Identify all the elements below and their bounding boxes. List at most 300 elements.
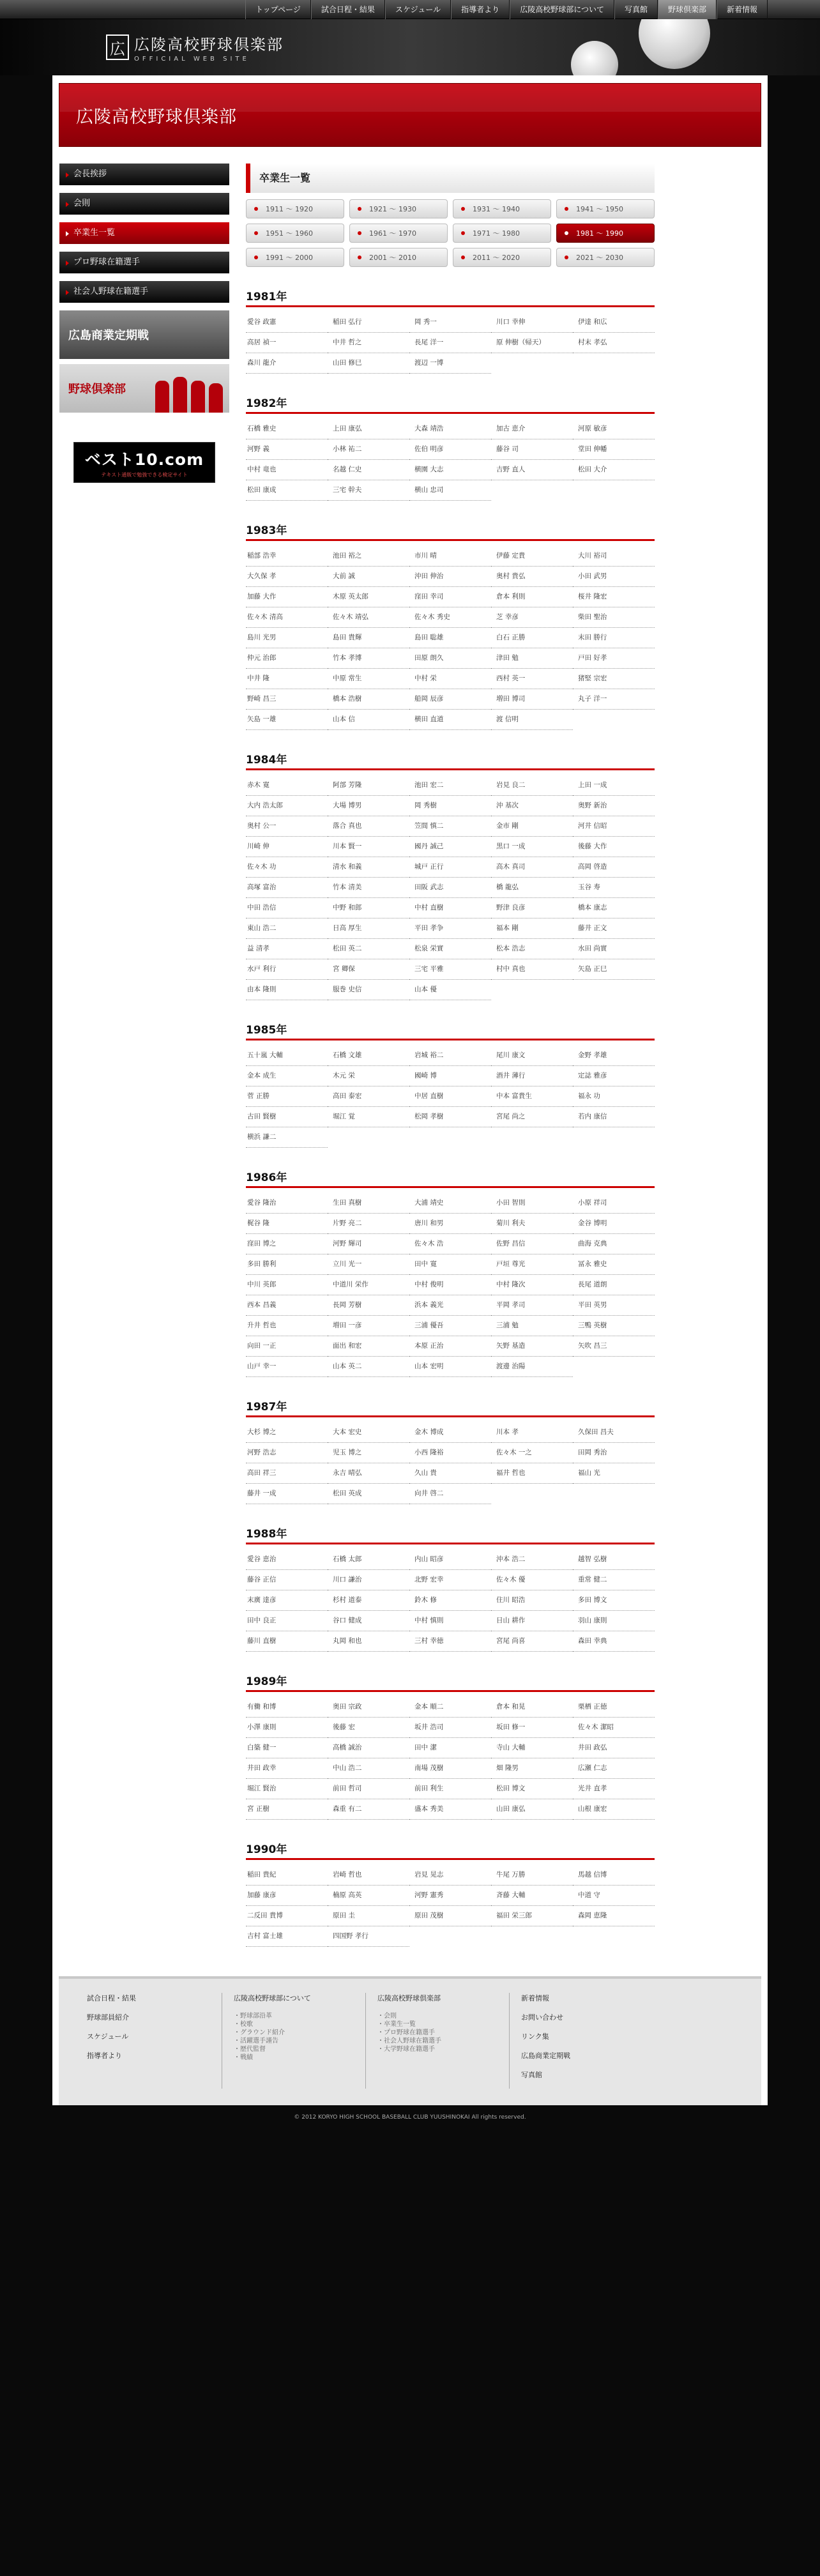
graduate-name: 浜本 義光 bbox=[409, 1295, 491, 1316]
year-heading: 1983年 bbox=[246, 521, 655, 541]
footer-sublink[interactable]: ・戦績 bbox=[234, 2054, 253, 2061]
graduate-name: 小西 隆裕 bbox=[409, 1443, 491, 1463]
graduate-name: 戸垣 尊光 bbox=[491, 1254, 573, 1275]
graduate-name: 中井 隆 bbox=[246, 669, 328, 689]
graduate-name: 平岡 孝司 bbox=[491, 1295, 573, 1316]
graduate-name: 岡 秀樹 bbox=[409, 796, 491, 816]
name-grid bbox=[246, 775, 655, 1000]
graduate-name: 中川 英郎 bbox=[246, 1275, 328, 1295]
graduate-name: 中山 浩二 bbox=[328, 1758, 409, 1779]
best10-ad-title: ベスト10.com bbox=[84, 450, 204, 469]
graduate-name: 中本 富貴生 bbox=[491, 1086, 573, 1107]
graduate-name: 岩見 晃志 bbox=[409, 1865, 491, 1886]
footer-link[interactable]: リンク集 bbox=[521, 2032, 549, 2041]
graduate-name: 金本 順二 bbox=[409, 1697, 491, 1718]
graduate-name: 坂田 修一 bbox=[491, 1718, 573, 1738]
graduate-name: 日高 厚生 bbox=[328, 918, 409, 939]
graduate-name: 竹本 清美 bbox=[328, 878, 409, 898]
year-section bbox=[246, 1021, 655, 1148]
graduate-name: 大本 宏史 bbox=[328, 1422, 409, 1443]
graduate-name: 井田 政幸 bbox=[246, 1758, 328, 1779]
graduate-name: 笠間 慎二 bbox=[409, 816, 491, 837]
graduate-name: 村末 孝弘 bbox=[573, 333, 655, 353]
year-range-tabs bbox=[246, 199, 655, 267]
graduate-name: 佐伯 明彦 bbox=[409, 439, 491, 460]
graduate-name: 村中 真也 bbox=[491, 959, 573, 980]
graduate-name: 向井 啓二 bbox=[409, 1484, 491, 1504]
graduate-name: 桜井 隆宏 bbox=[573, 587, 655, 607]
graduate-name: 森岡 恵隆 bbox=[573, 1906, 655, 1926]
graduate-name: 堂田 伸幡 bbox=[573, 439, 655, 460]
graduate-name: 原田 茂樹 bbox=[409, 1906, 491, 1926]
footer-link[interactable]: 広島商業定期戦 bbox=[521, 2052, 570, 2060]
main-content bbox=[246, 164, 655, 1947]
graduate-name: 佐々木 一之 bbox=[491, 1443, 573, 1463]
footer-link[interactable]: 新着情報 bbox=[521, 1994, 549, 2002]
graduate-name: 横田 直道 bbox=[409, 710, 491, 730]
sidebar-item[interactable]: 卒業生一覧 bbox=[59, 222, 229, 244]
graduate-name: 河野 輝司 bbox=[328, 1234, 409, 1254]
graduate-name: 福山 光 bbox=[573, 1463, 655, 1484]
graduate-name: 東山 浩二 bbox=[246, 918, 328, 939]
graduate-name: 加藤 康彦 bbox=[246, 1886, 328, 1906]
year-range-button[interactable]: 1991 〜 2000 bbox=[246, 248, 344, 267]
graduate-name: 三浦 優吾 bbox=[409, 1316, 491, 1336]
graduate-name: 山本 英二 bbox=[328, 1357, 409, 1377]
footer-link[interactable]: 広陵高校野球部について bbox=[234, 1994, 311, 2002]
graduate-name: 窪田 幸司 bbox=[409, 587, 491, 607]
graduate-name: 有働 和博 bbox=[246, 1697, 328, 1718]
year-heading: 1981年 bbox=[246, 287, 655, 307]
footer-sublink[interactable]: ・社会人野球在籍選手 bbox=[377, 2038, 441, 2045]
logo-mark-icon: 広 bbox=[106, 34, 129, 60]
graduate-name: 竹本 孝博 bbox=[328, 648, 409, 669]
graduate-name: 牛尾 万勝 bbox=[491, 1865, 573, 1886]
nav-item[interactable]: 写真館 bbox=[614, 0, 658, 19]
graduate-name: 益 清孝 bbox=[246, 939, 328, 959]
graduate-name: 中原 常生 bbox=[328, 669, 409, 689]
graduate-name: 河野 義 bbox=[246, 439, 328, 460]
best10-ad-banner[interactable] bbox=[73, 442, 215, 483]
graduate-name: 尾川 康文 bbox=[491, 1046, 573, 1066]
graduate-name: 二反田 貴博 bbox=[246, 1906, 328, 1926]
graduate-name: 若内 康信 bbox=[573, 1107, 655, 1127]
graduate-name: 白築 健一 bbox=[246, 1738, 328, 1758]
graduate-name: 島田 聡雄 bbox=[409, 628, 491, 648]
footer-column bbox=[365, 1993, 509, 2089]
graduate-name: 矢島 一雄 bbox=[246, 710, 328, 730]
footer-sublink[interactable]: ・校歌 bbox=[234, 2021, 253, 2028]
graduate-name: 定誌 雅彦 bbox=[573, 1066, 655, 1086]
footer-sublink[interactable]: ・卒業生一覧 bbox=[377, 2021, 416, 2028]
graduate-name: 馬越 信博 bbox=[573, 1865, 655, 1886]
name-grid bbox=[246, 1550, 655, 1652]
graduate-name: 矢島 正巳 bbox=[573, 959, 655, 980]
graduate-name: 高岡 啓造 bbox=[573, 857, 655, 878]
player-silhouette-icon bbox=[191, 381, 205, 413]
graduate-name: 横園 大志 bbox=[409, 460, 491, 480]
year-heading: 1987年 bbox=[246, 1398, 655, 1417]
graduate-name: 菅 正勝 bbox=[246, 1086, 328, 1107]
graduate-name: 河原 敏彦 bbox=[573, 419, 655, 439]
name-grid bbox=[246, 1865, 655, 1947]
graduate-name: 中村 俊明 bbox=[409, 1275, 491, 1295]
sidebar-item[interactable]: 会長挨拶 bbox=[59, 164, 229, 185]
graduate-name: 松岡 孝樹 bbox=[409, 1107, 491, 1127]
graduate-name: 福井 哲也 bbox=[491, 1463, 573, 1484]
footer-column bbox=[509, 1993, 653, 2089]
graduate-name: 三宅 幹夫 bbox=[328, 480, 409, 501]
graduate-name: 松本 浩志 bbox=[491, 939, 573, 959]
graduate-name: 稲部 浩幸 bbox=[246, 546, 328, 567]
graduate-name: 川本 孝 bbox=[491, 1422, 573, 1443]
nav-item[interactable]: トップページ bbox=[245, 0, 311, 19]
graduate-name: 上田 康弘 bbox=[328, 419, 409, 439]
graduate-name: 中村 慎則 bbox=[409, 1611, 491, 1631]
year-range-button[interactable]: 2001 〜 2010 bbox=[349, 248, 448, 267]
footer-link[interactable]: 野球部員紹介 bbox=[87, 2013, 129, 2022]
graduate-name: 河野 憲秀 bbox=[409, 1886, 491, 1906]
graduate-name: 國丹 誠己 bbox=[409, 837, 491, 857]
graduate-name: 玉谷 寿 bbox=[573, 878, 655, 898]
graduate-name: 丸岡 和也 bbox=[328, 1631, 409, 1652]
graduate-name: 橋本 康志 bbox=[573, 898, 655, 918]
graduate-name: 藤谷 司 bbox=[491, 439, 573, 460]
graduate-name: 松田 大介 bbox=[573, 460, 655, 480]
page-title: 卒業生一覧 bbox=[246, 164, 655, 193]
year-range-button[interactable]: 1961 〜 1970 bbox=[349, 224, 448, 243]
year-range-button[interactable]: 1921 〜 1930 bbox=[349, 199, 448, 218]
sidebar-item[interactable]: 社会人野球在籍選手 bbox=[59, 281, 229, 303]
graduate-name: 平田 英男 bbox=[573, 1295, 655, 1316]
header bbox=[0, 19, 820, 75]
graduate-name: 佐々木 浩 bbox=[409, 1234, 491, 1254]
sidebar-item[interactable]: プロ野球在籍選手 bbox=[59, 252, 229, 273]
graduate-name: 阿部 芳隆 bbox=[328, 775, 409, 796]
graduate-name: 藤井 一成 bbox=[246, 1484, 328, 1504]
page-banner bbox=[59, 83, 761, 147]
graduate-name: 中居 直樹 bbox=[409, 1086, 491, 1107]
graduate-name: 黒口 一成 bbox=[491, 837, 573, 857]
top-bar bbox=[0, 0, 820, 19]
graduate-name: 井田 政弘 bbox=[573, 1738, 655, 1758]
graduate-name: 本原 正治 bbox=[409, 1336, 491, 1357]
year-range-button[interactable]: 1951 〜 1960 bbox=[246, 224, 344, 243]
graduate-name: 増田 一彦 bbox=[328, 1316, 409, 1336]
graduate-name: 奥田 宗政 bbox=[328, 1697, 409, 1718]
graduate-name: 三浦 勉 bbox=[491, 1316, 573, 1336]
graduate-name: 大杉 博之 bbox=[246, 1422, 328, 1443]
player-silhouette-icon bbox=[173, 377, 187, 413]
graduate-name: 矢吹 昌三 bbox=[573, 1336, 655, 1357]
graduate-name: 水戸 利行 bbox=[246, 959, 328, 980]
graduate-name: 小原 祥司 bbox=[573, 1193, 655, 1214]
graduate-name: 白石 正勝 bbox=[491, 628, 573, 648]
hiroshima-shogyo-banner[interactable] bbox=[59, 310, 229, 359]
graduate-name: 石橋 太郎 bbox=[328, 1550, 409, 1570]
footer-link[interactable]: 写真館 bbox=[521, 2071, 542, 2079]
nav-item[interactable]: 新着情報 bbox=[717, 0, 768, 19]
name-grid bbox=[246, 1193, 655, 1377]
graduate-name: 芝 幸彦 bbox=[491, 607, 573, 628]
site-logo[interactable] bbox=[106, 32, 284, 63]
name-grid bbox=[246, 312, 655, 374]
footer-link[interactable]: 広陵高校野球倶楽部 bbox=[377, 1994, 441, 2002]
graduate-name: 宮 卿保 bbox=[328, 959, 409, 980]
graduate-name: 愛谷 隆治 bbox=[246, 1193, 328, 1214]
graduate-name: 山根 康宏 bbox=[573, 1799, 655, 1820]
graduate-name: 吉野 直人 bbox=[491, 460, 573, 480]
graduate-name: 宮尾 尚喜 bbox=[491, 1631, 573, 1652]
graduate-name: 横山 忠司 bbox=[409, 480, 491, 501]
graduate-name: 川本 賢一 bbox=[328, 837, 409, 857]
year-heading: 1988年 bbox=[246, 1525, 655, 1544]
graduate-name: 金野 孝雄 bbox=[573, 1046, 655, 1066]
graduate-name: 島川 光男 bbox=[246, 628, 328, 648]
graduate-name: 大久保 孝 bbox=[246, 567, 328, 587]
graduate-name: 立川 光一 bbox=[328, 1254, 409, 1275]
footer-sublink[interactable]: ・グラウンド紹介 bbox=[234, 2029, 285, 2036]
graduate-name: 原 伸樹（帰天） bbox=[491, 333, 573, 353]
graduate-name: 佐々木 功 bbox=[246, 857, 328, 878]
graduate-name: 池田 宏二 bbox=[409, 775, 491, 796]
year-range-button[interactable]: 1981 〜 1990 bbox=[556, 224, 655, 243]
graduate-name: 橋本 浩樹 bbox=[328, 689, 409, 710]
graduate-name: 愛谷 政憲 bbox=[246, 312, 328, 333]
graduate-name: 金木 博成 bbox=[409, 1422, 491, 1443]
graduate-name: 広瀬 仁志 bbox=[573, 1758, 655, 1779]
footer-link[interactable]: お問い合わせ bbox=[521, 2013, 563, 2022]
graduate-name: 長岡 芳樹 bbox=[328, 1295, 409, 1316]
graduate-name: 伊藤 定貴 bbox=[491, 546, 573, 567]
year-heading: 1984年 bbox=[246, 751, 655, 770]
graduate-name: 山戸 幸一 bbox=[246, 1357, 328, 1377]
graduate-name: 福永 功 bbox=[573, 1086, 655, 1107]
graduate-name: 向田 一正 bbox=[246, 1336, 328, 1357]
baseball-club-banner[interactable] bbox=[59, 364, 229, 413]
footer-sublink[interactable]: ・大学野球在籍選手 bbox=[377, 2046, 435, 2053]
graduate-name: 仲元 治郎 bbox=[246, 648, 328, 669]
year-section bbox=[246, 1672, 655, 1820]
graduate-name: 三宅 平雅 bbox=[409, 959, 491, 980]
graduate-name: 三鴨 英樹 bbox=[573, 1316, 655, 1336]
graduate-name: 田岡 秀治 bbox=[573, 1443, 655, 1463]
graduate-name: 倉本 利則 bbox=[491, 587, 573, 607]
graduate-name: 藤井 正文 bbox=[573, 918, 655, 939]
graduate-name: 丸子 洋一 bbox=[573, 689, 655, 710]
graduate-name: 木原 英太郎 bbox=[328, 587, 409, 607]
graduate-name: 田中 寛 bbox=[409, 1254, 491, 1275]
year-range-button[interactable]: 2021 〜 2030 bbox=[556, 248, 655, 267]
year-section bbox=[246, 394, 655, 501]
graduate-name: 伊達 和広 bbox=[573, 312, 655, 333]
graduate-name: 中野 和郎 bbox=[328, 898, 409, 918]
graduate-name: 森重 有二 bbox=[328, 1799, 409, 1820]
graduate-name: 酒井 薄行 bbox=[491, 1066, 573, 1086]
graduate-name: 藤谷 正信 bbox=[246, 1570, 328, 1590]
graduate-name: 由本 隆則 bbox=[246, 980, 328, 1000]
graduate-name: 渡 信明 bbox=[491, 710, 573, 730]
graduate-name: 柴田 聖治 bbox=[573, 607, 655, 628]
year-range-button[interactable]: 1941 〜 1950 bbox=[556, 199, 655, 218]
graduate-name: 橋 龍弘 bbox=[491, 878, 573, 898]
graduate-name: 島田 貴輝 bbox=[328, 628, 409, 648]
nav-item[interactable]: スケジュール bbox=[385, 0, 451, 19]
graduate-name: 福田 栄三郎 bbox=[491, 1906, 573, 1926]
graduate-name: 後藤 宏 bbox=[328, 1718, 409, 1738]
graduate-name: 佐々木 秀史 bbox=[409, 607, 491, 628]
year-heading: 1990年 bbox=[246, 1840, 655, 1860]
graduate-name: 長尾 道朗 bbox=[573, 1275, 655, 1295]
year-heading: 1982年 bbox=[246, 394, 655, 414]
graduate-name: 福本 剛 bbox=[491, 918, 573, 939]
sidebar-item[interactable]: 会則 bbox=[59, 193, 229, 215]
graduate-name: 河野 浩志 bbox=[246, 1443, 328, 1463]
site-title: 広陵高校野球倶楽部 bbox=[134, 36, 284, 54]
graduate-name: 多田 勝利 bbox=[246, 1254, 328, 1275]
year-section bbox=[246, 287, 655, 374]
graduate-name: 楠原 高英 bbox=[328, 1886, 409, 1906]
graduate-name: 大内 浩太郎 bbox=[246, 796, 328, 816]
graduate-name: 猪堅 宗宏 bbox=[573, 669, 655, 689]
graduate-name: 奥野 新治 bbox=[573, 796, 655, 816]
graduate-name: 小田 智則 bbox=[491, 1193, 573, 1214]
graduate-name: 河井 信昭 bbox=[573, 816, 655, 837]
graduate-name: 松泉 栄實 bbox=[409, 939, 491, 959]
graduate-name: 唐川 和男 bbox=[409, 1214, 491, 1234]
graduate-name: 後藤 大作 bbox=[573, 837, 655, 857]
footer-sublink[interactable]: ・会則 bbox=[377, 2013, 397, 2020]
graduate-name: 川口 幸伸 bbox=[491, 312, 573, 333]
graduate-name: 松田 康成 bbox=[246, 480, 328, 501]
graduate-name: 清水 和義 bbox=[328, 857, 409, 878]
graduate-name: 松田 英成 bbox=[328, 1484, 409, 1504]
graduate-name: 越智 弘樹 bbox=[573, 1550, 655, 1570]
graduate-name: 五十嵐 大輔 bbox=[246, 1046, 328, 1066]
year-section bbox=[246, 1398, 655, 1504]
graduate-name: 生田 真樹 bbox=[328, 1193, 409, 1214]
graduate-name: 渡辺 一博 bbox=[409, 353, 491, 374]
player-silhouette-icon bbox=[155, 381, 169, 413]
year-range-button[interactable]: 2011 〜 2020 bbox=[453, 248, 551, 267]
year-range-button[interactable]: 1971 〜 1980 bbox=[453, 224, 551, 243]
graduate-name: 川崎 伸 bbox=[246, 837, 328, 857]
graduate-name: 永吉 晴弘 bbox=[328, 1463, 409, 1484]
graduate-name: 曲海 克典 bbox=[573, 1234, 655, 1254]
graduate-name: 大場 博男 bbox=[328, 796, 409, 816]
graduate-name: 金本 成生 bbox=[246, 1066, 328, 1086]
graduate-name: 國崎 博 bbox=[409, 1066, 491, 1086]
graduate-name: 藤川 直樹 bbox=[246, 1631, 328, 1652]
copyright: © 2012 KORYO HIGH SCHOOL BASEBALL CLUB YUUSHINOKAI All rights reserved. bbox=[294, 2114, 526, 2121]
graduate-name: 畑 隆男 bbox=[491, 1758, 573, 1779]
footer-sublink[interactable]: ・歴代監督 bbox=[234, 2046, 266, 2053]
graduate-name: 杉村 道泰 bbox=[328, 1590, 409, 1611]
footer-link[interactable]: 試合日程・結果 bbox=[87, 1994, 136, 2002]
graduate-name: 升井 哲也 bbox=[246, 1316, 328, 1336]
footer-link[interactable]: 指導者より bbox=[87, 2052, 122, 2060]
graduate-name: 倉本 和晃 bbox=[491, 1697, 573, 1718]
graduate-name: 光井 直孝 bbox=[573, 1779, 655, 1799]
year-section bbox=[246, 751, 655, 1000]
graduate-name: 多田 博文 bbox=[573, 1590, 655, 1611]
graduate-name: 津田 勉 bbox=[491, 648, 573, 669]
graduate-name: 野崎 昌三 bbox=[246, 689, 328, 710]
graduate-name: 北野 宏幸 bbox=[409, 1570, 491, 1590]
graduate-name: 中井 哲之 bbox=[328, 333, 409, 353]
footer-link[interactable]: スケジュール bbox=[87, 2032, 129, 2041]
graduate-name: 中道 守 bbox=[573, 1886, 655, 1906]
graduate-name: 中村 直樹 bbox=[409, 898, 491, 918]
graduate-name: 松田 英二 bbox=[328, 939, 409, 959]
year-section bbox=[246, 1525, 655, 1652]
graduate-name: 池田 裕之 bbox=[328, 546, 409, 567]
graduate-name: 岩崎 哲也 bbox=[328, 1865, 409, 1886]
graduate-name: 大浦 靖史 bbox=[409, 1193, 491, 1214]
graduate-name: 四国野 孝行 bbox=[328, 1926, 409, 1947]
graduate-name: 小澤 康則 bbox=[246, 1718, 328, 1738]
year-section bbox=[246, 521, 655, 730]
graduate-name: 羽山 康則 bbox=[573, 1611, 655, 1631]
footer-column bbox=[222, 1993, 365, 2089]
graduate-name: 高橋 誠治 bbox=[328, 1738, 409, 1758]
year-range-button[interactable]: 1931 〜 1940 bbox=[453, 199, 551, 218]
graduate-name: 高田 泰宏 bbox=[328, 1086, 409, 1107]
nav-item[interactable]: 試合日程・結果 bbox=[311, 0, 385, 19]
year-heading: 1986年 bbox=[246, 1168, 655, 1188]
graduate-name: 長尾 洋一 bbox=[409, 333, 491, 353]
graduate-name: 宮 正樹 bbox=[246, 1799, 328, 1820]
graduate-name: 稲田 弘行 bbox=[328, 312, 409, 333]
graduate-name: 片野 亮二 bbox=[328, 1214, 409, 1234]
graduate-name: 高塚 富治 bbox=[246, 878, 328, 898]
graduate-name: 渡邊 治陽 bbox=[491, 1357, 573, 1377]
footer-sublink[interactable]: ・プロ野球在籍選手 bbox=[377, 2029, 435, 2036]
graduate-name: 佐々木 靖弘 bbox=[328, 607, 409, 628]
graduate-name: 城戸 正行 bbox=[409, 857, 491, 878]
graduate-name: 田阪 武志 bbox=[409, 878, 491, 898]
graduate-name: 堀江 覚 bbox=[328, 1107, 409, 1127]
footer-sublink[interactable]: ・活躍選手謹告 bbox=[234, 2038, 278, 2045]
graduate-name: 水田 尚實 bbox=[573, 939, 655, 959]
baseball-club-banner-label: 野球倶楽部 bbox=[68, 383, 126, 396]
site-subtitle: OFFICIAL WEB SITE bbox=[134, 56, 250, 63]
graduate-name: 高木 真司 bbox=[491, 857, 573, 878]
graduate-name: 山本 信 bbox=[328, 710, 409, 730]
year-range-button[interactable]: 1911 〜 1920 bbox=[246, 199, 344, 218]
graduate-name: 小林 祐二 bbox=[328, 439, 409, 460]
graduate-name: 大前 誠 bbox=[328, 567, 409, 587]
nav-item[interactable]: 指導者より bbox=[451, 0, 510, 19]
nav-item[interactable]: 広陵高校野球部について bbox=[510, 0, 614, 19]
graduate-name: 鈴木 修 bbox=[409, 1590, 491, 1611]
graduate-name: 名越 仁史 bbox=[328, 460, 409, 480]
graduate-name: 船岡 辰彦 bbox=[409, 689, 491, 710]
graduate-name: 沖田 伸治 bbox=[409, 567, 491, 587]
graduate-name: 吉村 富士雄 bbox=[246, 1926, 328, 1947]
footer-sublink[interactable]: ・野球部沿革 bbox=[234, 2013, 272, 2020]
nav-item[interactable]: 野球倶楽部 bbox=[658, 0, 717, 19]
graduate-name: 金市 剛 bbox=[491, 816, 573, 837]
graduate-name: 児玉 博之 bbox=[328, 1443, 409, 1463]
graduate-name: 高居 禎一 bbox=[246, 333, 328, 353]
graduate-name: 松田 博文 bbox=[491, 1779, 573, 1799]
graduate-name: 佐々木 清高 bbox=[246, 607, 328, 628]
graduate-name: 木元 栄 bbox=[328, 1066, 409, 1086]
graduate-name: 森田 幸典 bbox=[573, 1631, 655, 1652]
year-heading: 1989年 bbox=[246, 1672, 655, 1692]
baseball-image bbox=[562, 19, 715, 75]
